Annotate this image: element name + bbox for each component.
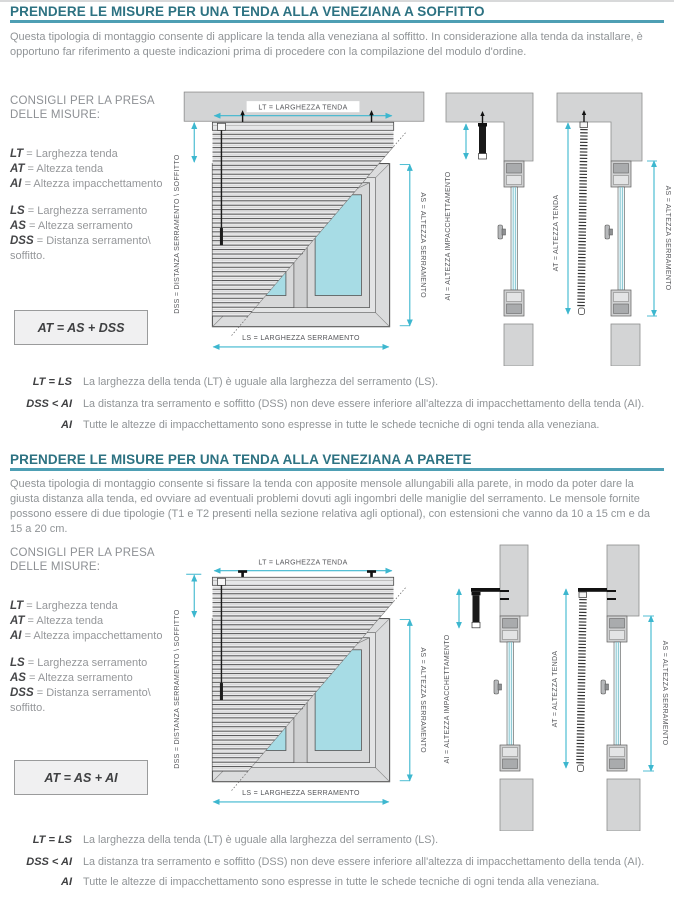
section-1-advice-title: CONSIGLI PER LA PRESA DELLE MISURE: (10, 95, 155, 121)
packed-blind-icon (478, 123, 487, 159)
section-1-intro: Questa tipologia di montaggio consente di applicare la tenda alla veneziana al soffitto. In considerazione alla tenda da installare, è opportuno far riferimento a queste indicazioni prima di procedere con la compilazione del modulo d'ordine. (10, 31, 643, 58)
note-label: LT = LS (32, 834, 72, 846)
ceiling-wall-section (446, 93, 533, 161)
ceiling-wall-section (557, 93, 642, 161)
wall-bracket-icon (367, 570, 376, 578)
section-1-title: PRENDERE LE MISURE PER UNA TENDA ALLA VENEZIANA A SOFFITTO (10, 4, 485, 19)
wall-section (500, 545, 528, 616)
at-dimension-label: AT = ALTEZZA TENDA (552, 650, 559, 728)
note-text: La distanza tra serramento e soffitto (DSS) non deve essere inferiore all'altezza di impacchettamento della tenda (AI). (83, 398, 645, 410)
ai-dimension-label: AI = ALTEZZA IMPACCHETTAMENTO (445, 171, 452, 301)
section-2-note (6, 876, 666, 888)
extended-blind-slats (580, 599, 583, 764)
extension-bracket-arm (471, 588, 500, 592)
legend-item: AT = Altezza tenda (10, 615, 104, 627)
legend-item: AI = Altezza impacchettamento (10, 630, 163, 642)
section-2-legend-group-1 (10, 599, 182, 644)
sill-wall-section (607, 779, 640, 831)
as-dimension-label: AS = ALTEZZA SERRAMENTO (661, 640, 668, 746)
blind-top-bracket (580, 122, 588, 128)
window-front-view (174, 577, 426, 802)
section-2-side-view-packed (438, 541, 554, 831)
ai-dimension-label: AI = ALTEZZA IMPACCHETTAMENTO (444, 634, 451, 764)
section-1-rule (10, 20, 664, 23)
blind-bottom-rail (579, 308, 585, 315)
sill-wall-section (611, 324, 640, 366)
as-dimension-label: AS = ALTEZZA SERRAMENTO (664, 185, 671, 291)
blind-bottom-rail (578, 765, 584, 772)
section-1-front-diagram (170, 85, 428, 363)
section-1-side-view-packed (438, 86, 554, 366)
section-2-note (6, 856, 666, 868)
wall-bracket-icon (238, 570, 247, 578)
section-2-rule (10, 468, 664, 471)
extension-bracket-arm (578, 588, 607, 592)
section-1-note (6, 398, 666, 410)
legend-item: LT = Larghezza tenda (10, 600, 118, 612)
sill-wall-section (500, 779, 533, 831)
legend-item: DSS = Distanza serramento\ soffitto. (10, 687, 151, 714)
legend-item: LS = Larghezza serramento (10, 657, 148, 669)
legend-item: DSS = Distanza serramento\ soffitto. (10, 235, 151, 262)
legend-item: AS = Altezza serramento (10, 672, 133, 684)
legend-item: LS = Larghezza serramento (10, 205, 148, 217)
section-2-advice-title: CONSIGLI PER LA PRESA DELLE MISURE: (10, 547, 155, 573)
note-text: Tutte le altezze di impacchettamento sono espresse in tutte le schede tecniche di ogni tenda alla veneziana. (83, 419, 600, 431)
section-1-legend-group-1 (10, 147, 182, 192)
extended-blind-slats (581, 129, 584, 307)
section-1-note (6, 419, 666, 431)
window-cross-section (494, 616, 520, 771)
section-1-side-view-extended (551, 86, 674, 366)
legend-item: LT = Larghezza tenda (10, 148, 118, 160)
legend-item: AS = Altezza serramento (10, 220, 133, 232)
legend-item: AI = Altezza impacchettamento (10, 178, 163, 190)
packed-blind-icon (472, 592, 481, 628)
note-label: AI (61, 876, 72, 888)
blind-top-bracket (579, 592, 587, 598)
section-1-note (6, 376, 666, 388)
at-dimension-label: AT = ALTEZZA TENDA (553, 194, 560, 272)
lt-dimension-label: LT = LARGHEZZA TENDA (258, 104, 348, 112)
window-cross-section (498, 161, 524, 316)
window-front-view (174, 122, 426, 347)
section-2-formula-box: AT = AS + AI (14, 760, 148, 795)
note-label: AI (61, 419, 72, 431)
section-2-legend-group-2 (10, 656, 182, 716)
lt-dimension-label: LT = LARGHEZZA TENDA (258, 559, 348, 567)
legend-item: AT = Altezza tenda (10, 163, 104, 175)
section-1-formula-box: AT = AS + DSS (14, 310, 148, 345)
window-cross-section (601, 616, 627, 771)
note-label: DSS < AI (26, 398, 72, 410)
note-text: Tutte le altezze di impacchettamento sono espresse in tutte le schede tecniche di ogni tenda alla veneziana. (83, 876, 600, 888)
note-text: La larghezza della tenda (LT) è uguale alla larghezza del serramento (LS). (83, 376, 439, 388)
page-top-rule (0, 0, 674, 2)
window-cross-section (605, 161, 631, 316)
section-2-intro: Questa tipologia di montaggio consente si fissare la tenda con apposite mensole allungabili alla parete, in modo da poter dare la giusta distanza alla tenda, ed ovviare ad eventuali problemi dovuti agli ingombri delle maniglie del serramento. Le mensole fornite possono essere di due tipologie (T1 e T2 presenti nella sezione relativa agli optional), con estensioni che vanno da 10 a 15 cm e da 15 a 20 cm. (10, 478, 651, 535)
section-1-legend-group-2 (10, 204, 182, 264)
note-label: DSS < AI (26, 856, 72, 868)
note-text: La distanza tra serramento e soffitto (DSS) non deve essere inferiore all'altezza di impacchettamento della tenda (AI). (83, 856, 645, 868)
section-2-side-view-extended (551, 541, 674, 831)
section-2-title: PRENDERE LE MISURE PER UNA TENDA ALLA VENEZIANA A PARETE (10, 452, 472, 467)
section-2-note (6, 834, 666, 846)
wall-section (607, 545, 639, 616)
section-2-front-diagram (170, 540, 428, 818)
note-label: LT = LS (32, 376, 72, 388)
note-text: La larghezza della tenda (LT) è uguale alla larghezza del serramento (LS). (83, 834, 439, 846)
sill-wall-section (504, 324, 533, 366)
